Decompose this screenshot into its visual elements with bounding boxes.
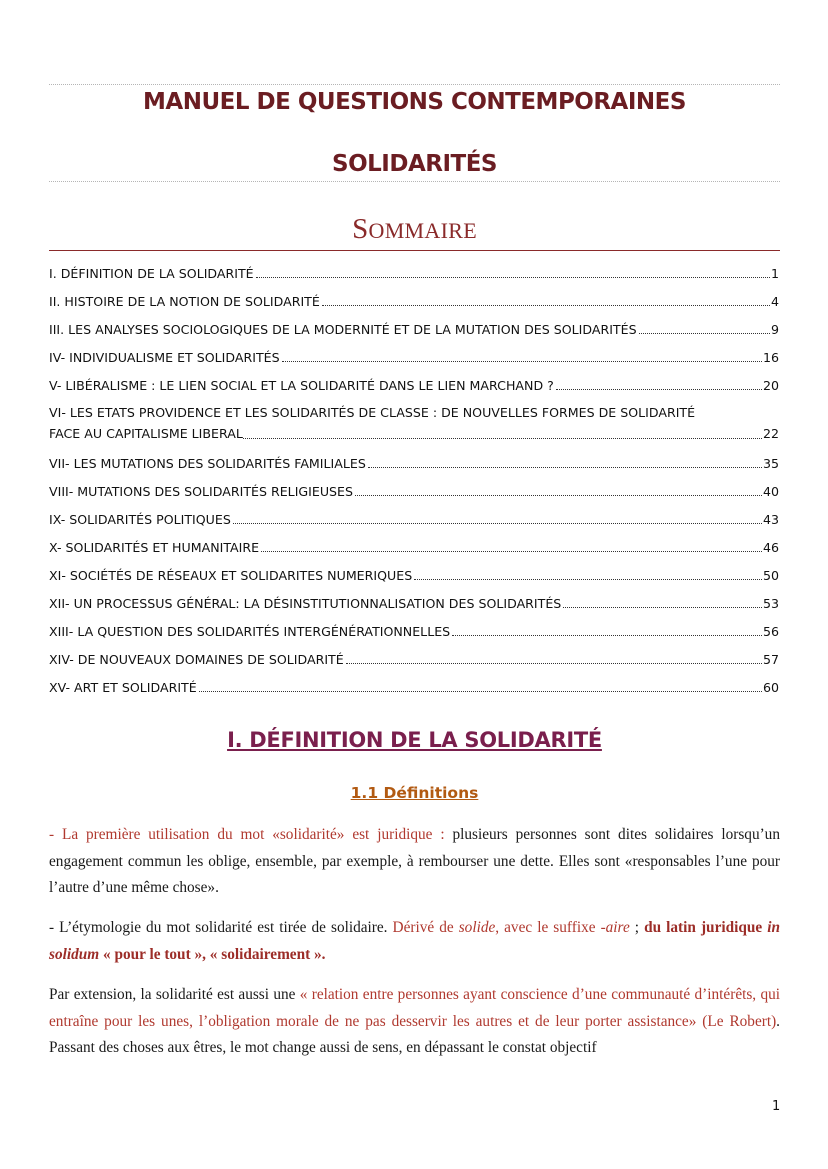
title-dotted-rule <box>49 181 780 182</box>
top-dotted-rule <box>49 84 780 85</box>
toc-entry[interactable]: VI- LES ETATS PROVIDENCE ET LES SOLIDARITÉS DE CLASSE : DE NOUVELLES FORMES DE SOLIDARITÉ FACE AU CAPITALISME LIBERAL 22 <box>49 405 779 441</box>
toc-entry[interactable]: XIV- DE NOUVEAUX DOMAINES DE SOLIDARITÉ 57 <box>49 652 779 667</box>
toc-entry[interactable]: III. LES ANALYSES SOCIOLOGIQUES DE LA MODERNITÉ ET DE LA MUTATION DES SOLIDARITÉS 9 <box>49 322 779 337</box>
toc-entry[interactable]: V- LIBÉRALISME : LE LIEN SOCIAL ET LA SOLIDARITÉ DANS LE LIEN MARCHAND ? 20 <box>49 378 779 393</box>
toc-entry[interactable]: XI- SOCIÉTÉS DE RÉSEAUX ET SOLIDARITES NUMERIQUES 50 <box>49 568 779 583</box>
document-subtitle: SOLIDARITÉS <box>332 151 497 177</box>
paragraph-3: Par extension, la solidarité est aussi une « relation entre personnes ayant conscience d’une communauté d’intérêts, qui entraîne pour les unes, l’obligation morale de ne pas desservir les autres et de leur porter assistance» (Le Robert). Passant des choses aux êtres, le mot change aussi de sens, en dépassant le constat objectif <box>49 986 781 1056</box>
toc-entry[interactable]: XV- ART ET SOLIDARITÉ 60 <box>49 680 779 695</box>
toc-entry[interactable]: XII- UN PROCESSUS GÉNÉRAL: LA DÉSINSTITUTIONNALISATION DES SOLIDARITÉS 53 <box>49 596 779 611</box>
document-title: MANUEL DE QUESTIONS CONTEMPORAINES <box>143 89 686 115</box>
toc-entry[interactable]: VII- LES MUTATIONS DES SOLIDARITÉS FAMILIALES 35 <box>49 456 779 471</box>
toc-entry[interactable]: VIII- MUTATIONS DES SOLIDARITÉS RELIGIEUSES 40 <box>49 484 779 499</box>
paragraph-1: - La première utilisation du mot «solidarité» est juridique : plusieurs personnes sont dites solidaires lorsqu’un engagement commun les oblige, ensemble, par exemple, à rembourser une dette. Elles sont «responsables l’une pour l’autre d’une même chose». <box>49 826 780 896</box>
toc-entry[interactable]: I. DÉFINITION DE LA SOLIDARITÉ 1 <box>49 266 779 281</box>
toc-entry[interactable]: IX- SOLIDARITÉS POLITIQUES 43 <box>49 512 779 527</box>
page-number: 1 <box>772 1099 781 1114</box>
toc-entry[interactable]: XIII- LA QUESTION DES SOLIDARITÉS INTERGÉNÉRATIONNELLES 56 <box>49 624 779 639</box>
sommaire-heading: SOMMAIRE <box>352 213 477 245</box>
section-heading: I. DÉFINITION DE LA SOLIDARITÉ <box>227 728 602 752</box>
toc-entry[interactable]: II. HISTOIRE DE LA NOTION DE SOLIDARITÉ 4 <box>49 294 779 309</box>
toc-entry[interactable]: X- SOLIDARITÉS ET HUMANITAIRE 46 <box>49 540 779 555</box>
toc-entry[interactable]: IV- INDIVIDUALISME ET SOLIDARITÉS 16 <box>49 350 779 365</box>
subsection-heading: 1.1 Définitions <box>350 784 479 802</box>
paragraph-2: - L’étymologie du mot solidarité est tirée de solidaire. Dérivé de solide, avec le suffixe -aire ; du latin juridique in solidum « pour le tout », « solidairement ». <box>49 919 780 963</box>
sommaire-rule <box>49 250 780 251</box>
